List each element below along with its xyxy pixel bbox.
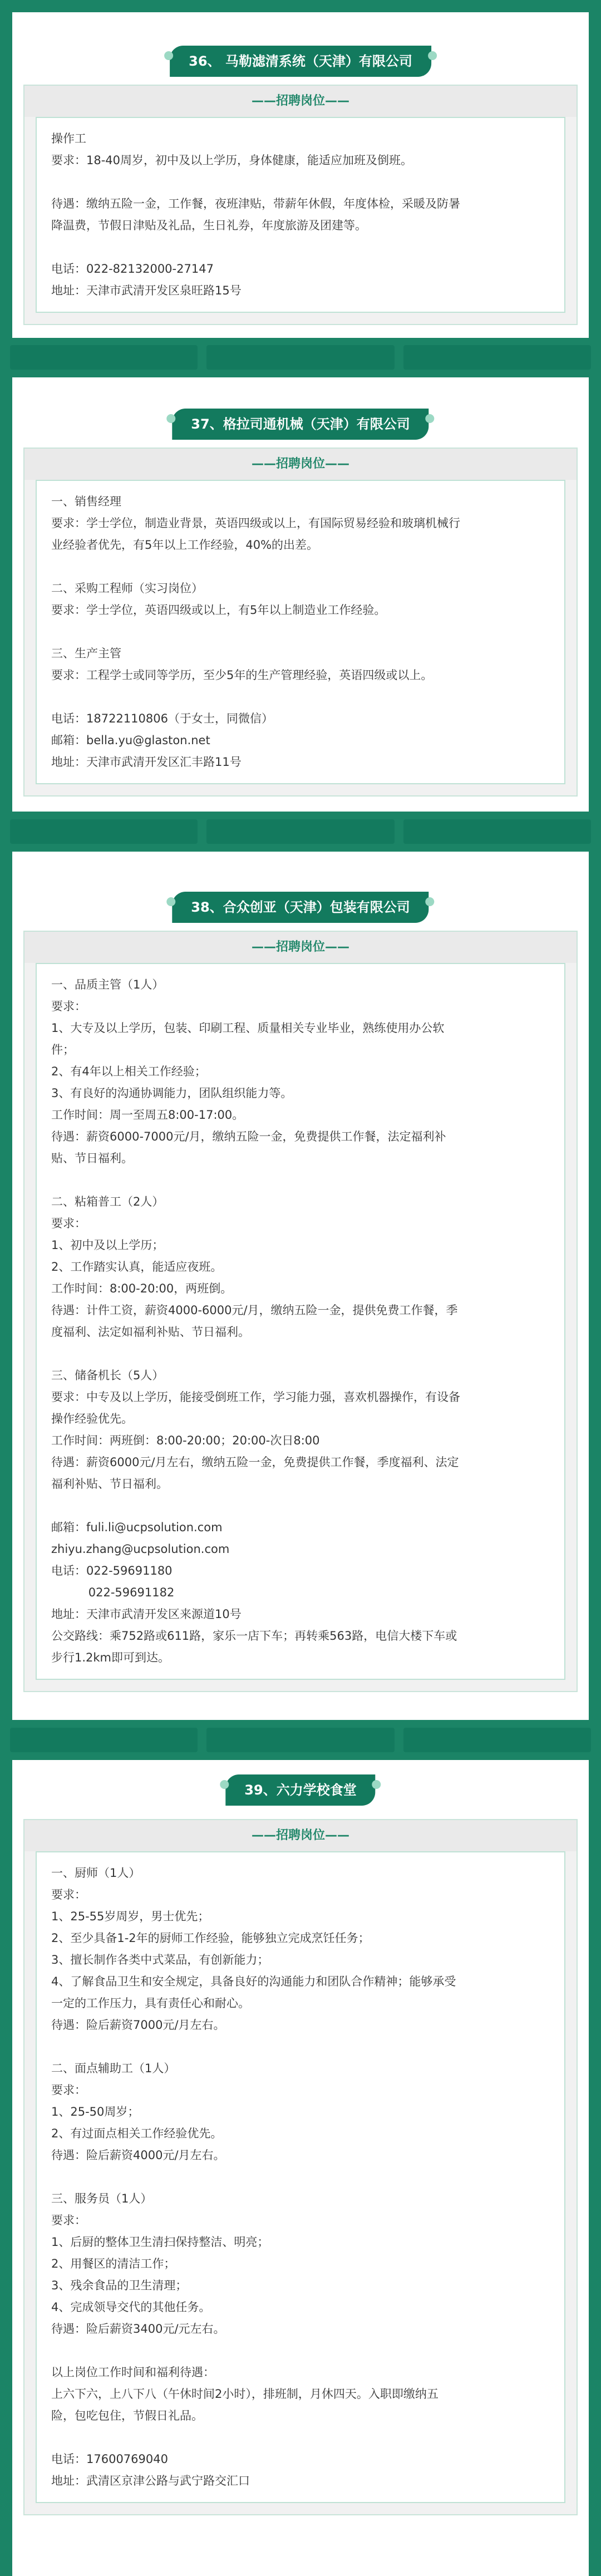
detail-line: 电话：022-59691180 [51,1564,173,1577]
detail-line: 要求：中专及以上学历，能接受倒班工作，学习能力强，喜欢机器操作，有设备 [51,1390,460,1404]
detail-line [51,1343,550,1365]
job-details [36,480,565,784]
detail-line: 1、后厨的整体卫生清扫保持整洁、明亮； [51,2235,269,2249]
detail-line: 工作时间：周一至周五8:00-17:00。 [51,1108,244,1122]
detail-line: 要求： [51,2083,86,2097]
detail-line: 电话：18722110806（于女士，同微信） [51,712,273,725]
detail-line: 工作时间：两班倒：8:00-20:00；20:00-次日8:00 [51,1434,320,1447]
job-card [23,931,578,1692]
detail-line: 2、有4年以上相关工作经验； [51,1065,206,1078]
detail-line [51,686,550,708]
job-card-header: ——招聘岗位—— [24,932,577,963]
detail-line [51,621,550,643]
detail-line: 要求： [51,2214,86,2227]
detail-line [51,1495,550,1517]
detail-line: 三、服务员（1人） [51,2192,152,2205]
detail-line: 2、至少具备1-2年的厨师工作经验，能够独立完成烹饪任务； [51,1931,370,1945]
company-section-36 [12,12,589,338]
job-details [36,117,565,313]
detail-line: 2、有过面点相关工作经验优先。 [51,2127,223,2140]
detail-line: 险，包吃包住，节假日礼品。 [51,2409,203,2422]
detail-line: 3、擅长制作各类中式菜品，有创新能力； [51,1953,269,1967]
detail-line: 以上岗位工作时间和福利待遇： [51,2366,215,2379]
detail-line: 3、残余食品的卫生清理； [51,2279,188,2292]
divider-bars [0,819,601,844]
company-name-badge: 37、格拉司通机械（天津）有限公司 [172,409,428,440]
detail-line: 上六下六，上八下八（午休时间2小时），排班制，月休四天。入职即缴纳五 [51,2387,439,2401]
detail-line: 一定的工作压力，具有责任心和耐心。 [51,1997,250,2010]
detail-line [51,556,550,578]
detail-line: 地址：武清区京津公路与武宁路交汇口 [51,2474,250,2487]
detail-line: 3、有良好的沟通协调能力，团队组织能力等。 [51,1087,293,1100]
company-name-badge: 38、合众创亚（天津）包装有限公司 [172,892,428,923]
detail-line: 工作时间：8:00-20:00，两班倒。 [51,1282,233,1295]
job-card [23,85,578,325]
detail-line: 022-59691182 [51,1586,175,1599]
detail-line: 要求：学士学位，英语四级或以上，有5年以上制造业工作经验。 [51,603,386,617]
detail-line: 业经验者优先，有5年以上工作经验，40%的出差。 [51,538,319,552]
detail-line: 一、品质主管（1人） [51,978,164,991]
job-card [23,448,578,797]
detail-line [51,171,550,193]
detail-line [51,237,550,258]
detail-line: 一、销售经理 [51,495,121,508]
detail-line: 步行1.2km即可到达。 [51,1651,170,1664]
detail-line: 一、厨师（1人） [51,1866,141,1880]
company-section-37 [12,377,589,812]
detail-line: 地址：天津市武清开发区泉旺路15号 [51,284,242,297]
detail-line: 二、采购工程师（实习岗位） [51,582,203,595]
detail-line: 待遇：缴纳五险一金，工作餐，夜班津贴，带薪年休假，年度体检，采暖及防暑 [51,197,460,210]
detail-line [51,2340,550,2362]
company-name-badge: 39、六力学校食堂 [225,1774,375,1806]
divider-bars [0,345,601,370]
detail-line: 4、完成领导交代的其他任务。 [51,2300,211,2314]
detail-line: 要求：学士学位，制造业背景，英语四级或以上，有国际贸易经验和玻璃机械行 [51,517,460,530]
divider-bars [0,1728,601,1752]
detail-line [51,1169,550,1191]
detail-line: 1、初中及以上学历； [51,1238,164,1252]
detail-line: 二、面点辅助工（1人） [51,2062,176,2075]
detail-line: 4、了解食品卫生和安全规定，具备良好的沟通能力和团队合作精神；能够承受 [51,1975,456,1988]
job-card [23,1819,578,2515]
detail-line: 电话：17600769040 [51,2452,168,2466]
job-card-header: ——招聘岗位—— [24,86,577,117]
detail-line: 要求： [51,1888,86,1901]
detail-line: 贴、节日福利。 [51,1152,133,1165]
detail-line: 1、大专及以上学历，包装、印刷工程、质量相关专业毕业，熟练使用办公软 [51,1021,445,1035]
job-card-header: ——招聘岗位—— [24,449,577,480]
detail-line: 二、粘箱普工（2人） [51,1195,164,1208]
detail-line: 要求：18-40周岁，初中及以上学历，身体健康，能适应加班及倒班。 [51,154,413,167]
detail-line: 待遇：薪资6000元/月左右，缴纳五险一金，免费提供工作餐，季度福利、法定 [51,1456,459,1469]
detail-line: 地址：天津市武清开发区汇丰路11号 [51,755,242,769]
detail-line: 度福利、法定如福利补贴、节日福利。 [51,1325,250,1339]
detail-line: 福利补贴、节日福利。 [51,1477,168,1491]
detail-line: 操作工 [51,132,86,145]
detail-line: 件； [51,1043,75,1056]
detail-line: 待遇：险后薪资7000元/月左右。 [51,2018,225,2032]
detail-line [51,2166,550,2188]
detail-line: 三、生产主管 [51,647,121,660]
detail-line: 待遇：险后薪资4000元/月左右。 [51,2149,225,2162]
job-details [36,963,565,1680]
job-details [36,1851,565,2503]
detail-line: 三、储备机长（5人） [51,1369,164,1382]
detail-line: 电话：022-82132000-27147 [51,262,214,276]
detail-line [51,2036,550,2058]
detail-line: 待遇：计件工资，薪资4000-6000元/月，缴纳五险一金，提供免费工作餐，季 [51,1304,458,1317]
company-section-38 [12,852,589,1720]
detail-line: 降温费，节假日津贴及礼品，生日礼券，年度旅游及团建等。 [51,219,367,232]
company-name-badge: 36、 马勒滤清系统（天津）有限公司 [170,46,431,77]
detail-line: 待遇：薪资6000-7000元/月，缴纳五险一金，免费提供工作餐，法定福利补 [51,1130,446,1143]
detail-line: 操作经验优先。 [51,1412,133,1425]
detail-line: 待遇：险后薪资3400元/元左右。 [51,2322,225,2336]
company-section-39 [12,1760,589,2576]
detail-line: 邮箱：bella.yu@glaston.net [51,734,210,747]
detail-line: 公交路线：乘752路或611路，家乐一店下车；再转乘563路，电信大楼下车或 [51,1629,457,1643]
detail-line [51,2427,550,2449]
detail-line: 地址：天津市武清开发区来源道10号 [51,1607,242,1621]
detail-line: 要求：工程学士或同等学历，至少5年的生产管理经验，英语四级或以上。 [51,668,433,682]
detail-line: zhiyu.zhang@ucpsolution.com [51,1542,230,1556]
job-card-header: ——招聘岗位—— [24,1820,577,1851]
detail-line: 邮箱：fuli.li@ucpsolution.com [51,1521,223,1534]
detail-line: 1、25-55岁周岁，男士优先； [51,1910,210,1923]
detail-line: 2、用餐区的清洁工作； [51,2257,176,2270]
detail-line: 2、工作踏实认真，能适应夜班。 [51,1260,223,1274]
detail-line: 1、25-50周岁； [51,2105,140,2118]
detail-line: 要求： [51,1000,86,1013]
detail-line: 要求： [51,1217,86,1230]
